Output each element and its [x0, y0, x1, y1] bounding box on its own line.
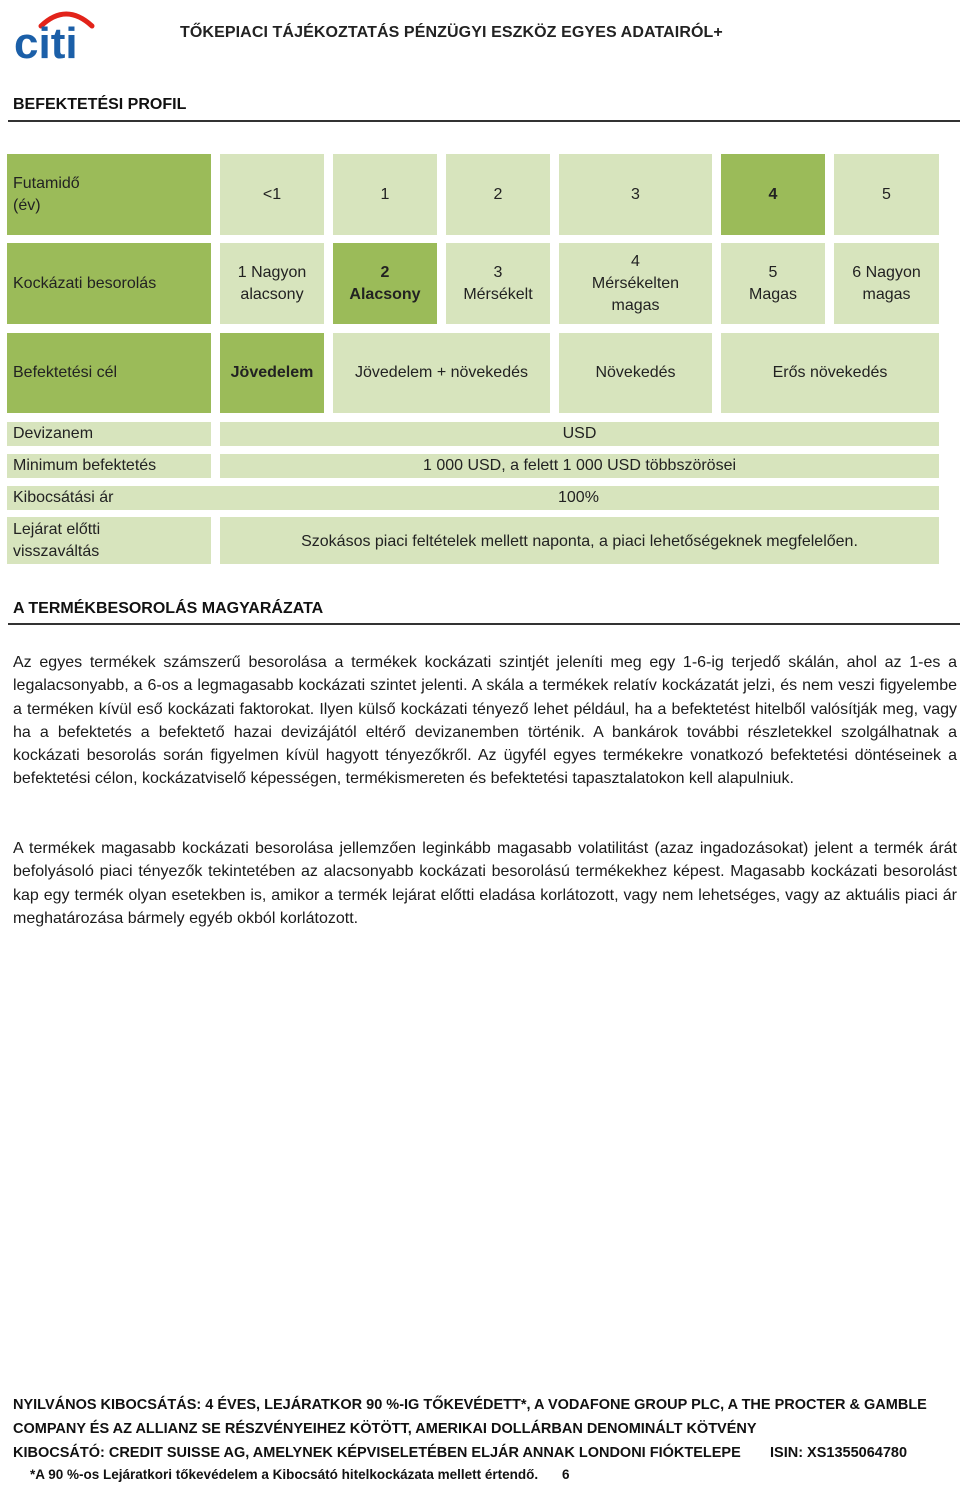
risk-option [834, 243, 939, 324]
minimum-label [7, 454, 211, 478]
risk-option [721, 243, 825, 324]
isin: ISIN: XS1355064780 [770, 1445, 908, 1461]
early-redemption-label-text: Lejárat előtti visszaváltás [13, 520, 101, 560]
goal-value: Jövedelem [230, 364, 314, 381]
goal-option [559, 333, 712, 413]
term-option [559, 154, 712, 235]
risk-value: 4 Mérsékelten magas [591, 252, 680, 314]
logo-text: citi [14, 19, 78, 62]
currency-label [7, 422, 211, 446]
term-option [834, 154, 939, 235]
term-label [7, 154, 211, 235]
goal-value: Növekedés [595, 364, 676, 381]
term-value: 3 [631, 185, 640, 203]
term-value: <1 [262, 185, 282, 203]
term-option [446, 154, 550, 235]
risk-option [220, 243, 324, 324]
risk-option [559, 243, 712, 324]
risk-value: 5 Magas [748, 263, 798, 303]
term-value: 4 [768, 185, 778, 203]
footer-line-3: KIBOCSÁTÓ: CREDIT SUISSE AG, AMELYNEK KÉPVISELETÉBEN ELJÁR ANNAK LONDONI FIÓKTELEPE [13, 1445, 741, 1461]
goal-value: Erős növekedés [772, 364, 888, 381]
goal-label [7, 333, 211, 413]
minimum-value-text: 1 000 USD, a felett 1 000 USD többszörösei [422, 457, 737, 474]
goal-value: Jövedelem + növekedés [355, 364, 528, 381]
risk-value: 1 Nagyon alacsony [237, 263, 307, 303]
goal-option-selected [220, 333, 324, 413]
citi-logo-icon [14, 8, 114, 62]
explanation-paragraph-2: A termékek magasabb kockázati besorolása jellemzően leginkább magasabb volatilitást (azaz ingadozásokat) jelent a termék árát befolyásoló piaci tényezők tekintetében az alacsonyabb kockázati besorolású termékekhez képest. Magasabb kockázati besorolást kap egy termék olyan esetekben is, amikor a termék lejárat előtti eladása korlátozott, vagy nem lehetséges, vagy az aktuális piaci ár meghatározása bármely egyéb okból korlátozott. [13, 840, 957, 927]
term-value: 2 [493, 185, 503, 203]
page-number: 6 [561, 1467, 570, 1482]
footer-line-2: COMPANY ÉS AZ ALLIANZ SE RÉSZVÉNYEIHEZ KÖTÖTT, AMERIKAI DOLLÁRBAN DENOMINÁLT KÖTVÉNY [13, 1421, 757, 1437]
citi-logo [14, 8, 114, 62]
term-option-selected [721, 154, 825, 235]
goal-label-text: Befektetési cél [13, 364, 118, 381]
risk-label [7, 243, 211, 324]
risk-value: 6 Nagyon magas [852, 263, 921, 303]
issue-price-row [7, 486, 939, 510]
early-redemption-value-text: Szokásos piaci feltételek mellett naponta, a piaci lehetőségeknek megfelelően. [301, 533, 858, 550]
section-divider [8, 120, 960, 122]
section-title-explanation: A TERMÉKBESOROLÁS MAGYARÁZATA [13, 600, 324, 617]
minimum-value [220, 454, 939, 478]
issue-price-label: Kibocsátási ár [13, 489, 114, 506]
goal-option [333, 333, 550, 413]
explanation-paragraph-1: Az egyes termékek számszerű besorolása a termékek kockázati szintjét jeleníti meg egy 1-6-ig terjedő skálán, ahol az 1-es a legalacsonyabb, a 6-os a legmagasabb kockázati szintet jelenti. A skála a termékek relatív kockázatát jelzi, és nem veszi figyelembe a terméken kívül eső kockázati faktorokat. Ilyen külső kockázati tényező lehet például, ha a befektetést hitelből valósítják meg, vagy ha a befektetés a befektető hazai devizájától eltérő devizanemben történik. A bankárok további részletekkel szolgálhatnak a kockázati besorolás során figyelmen kívül hagyott tényezőkről. Az ügyfél egyes termékekre vonatkozó befektetési döntéseinek a befektetési célon, kockázatviselő képességen, termékismereten és befektetési tapasztalatokon kell alapulniuk. [13, 654, 957, 788]
currency-label-text: Devizanem [13, 425, 94, 442]
term-value: 5 [882, 185, 891, 203]
risk-value: 2 Alacsony [349, 263, 421, 303]
term-label-text: Futamidő (év) [13, 174, 80, 214]
goal-option [721, 333, 939, 413]
section-divider [8, 623, 960, 625]
section-title-profile: BEFEKTETÉSI PROFIL [13, 96, 187, 113]
footnote-text: *A 90 %-os Lejáratkori tőkevédelem a Kibocsátó hitelkockázata mellett értendő. [30, 1467, 539, 1482]
minimum-label-text: Minimum befektetés [13, 457, 157, 474]
footer-line-1: NYILVÁNOS KIBOCSÁTÁS: 4 ÉVES, LEJÁRATKOR 90 %-IG TŐKEVÉDETT*, A VODAFONE GROUP PLC, A THE PROCTER & GAMBLE [13, 1397, 927, 1413]
risk-option-selected [333, 243, 437, 324]
term-value: 1 [380, 185, 390, 203]
currency-value [220, 422, 939, 446]
term-option [333, 154, 437, 235]
risk-option [446, 243, 550, 324]
term-option [220, 154, 324, 235]
early-redemption-label [7, 517, 211, 564]
early-redemption-value [220, 517, 939, 564]
currency-value-text: USD [562, 425, 597, 442]
issue-price-value: 100% [558, 489, 599, 506]
risk-value: 3 Mérsékelt [463, 263, 533, 303]
risk-label-text: Kockázati besorolás [13, 274, 157, 292]
footnote [30, 1467, 569, 1482]
document-title: TŐKEPIACI TÁJÉKOZTATÁS PÉNZÜGYI ESZKÖZ EGYES ADATAIRÓL+ [180, 24, 723, 41]
